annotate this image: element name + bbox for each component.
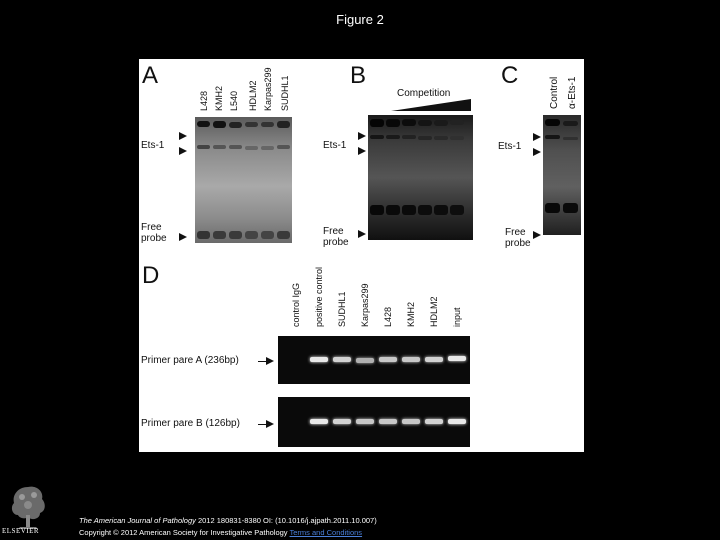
panel-b-ets-label: Ets-1	[323, 140, 347, 151]
panel-a-free-probe-label: probe	[141, 233, 167, 244]
panel-a-free-probe-label: Free	[141, 222, 162, 233]
panel-b-free-probe-label: Free	[323, 226, 344, 237]
arrow-right-icon	[358, 230, 366, 238]
panel-a-gel	[195, 117, 292, 243]
arrow-right-icon	[179, 233, 187, 241]
arrow-right-icon	[266, 357, 274, 365]
arrow-right-icon	[266, 420, 274, 428]
panel-d-lane-label: positive control	[314, 266, 324, 327]
panel-a-lane-label: KMH2	[214, 85, 224, 111]
elsevier-tree-logo	[6, 478, 50, 534]
panel-b-gel	[368, 115, 473, 240]
panel-c-letter: C	[501, 62, 519, 89]
panel-a-lane-label: L540	[229, 90, 239, 111]
slide-title: Figure 2	[336, 12, 384, 27]
arrow-right-icon	[179, 147, 187, 155]
citation-journal: The American Journal of Pathology	[79, 516, 196, 525]
terms-and-conditions-link[interactable]: Terms and Conditions	[289, 528, 363, 537]
panel-a-ets-label: Ets-1	[141, 140, 165, 151]
panel-a-lane-label: Karpas299	[263, 67, 273, 111]
panel-c-lane-label: α-Ets-1	[567, 76, 578, 109]
arrow-right-icon	[179, 132, 187, 140]
figure-2	[139, 59, 584, 452]
panel-a-lane-label: L428	[199, 90, 209, 111]
panel-a-letter: A	[142, 62, 159, 89]
primer-b-label: Primer pare B (126bp)	[141, 418, 240, 429]
panel-d-lane-label: SUDHL1	[337, 291, 347, 327]
panel-b-letter: B	[350, 62, 367, 89]
competition-wedge-icon	[391, 99, 471, 111]
panel-d-pcr-gel-a	[278, 336, 470, 384]
citation-details: 2012 180831-8380 OI: (10.1016/j.ajpath.2011.10.007)	[195, 516, 377, 525]
citation-copyright: Copyright © 2012 American Society for Investigative Pathology	[79, 528, 290, 537]
panel-c-lane-label: Control	[549, 76, 560, 109]
panel-c-free-probe-label: probe	[505, 238, 531, 249]
panel-d-lane-label: HDLM2	[429, 296, 439, 327]
citation-line-2	[79, 528, 362, 537]
panel-c-ets-label: Ets-1	[498, 141, 522, 152]
panel-d-lane-label: Karpas299	[360, 283, 370, 327]
panel-d-lane-label: L428	[383, 306, 393, 327]
arrow-right-icon	[358, 147, 366, 155]
panel-a-lane-label: SUDHL1	[280, 75, 290, 111]
panel-b-free-probe-label: probe	[323, 237, 349, 248]
primer-a-label: Primer pare A (236bp)	[141, 355, 239, 366]
panel-d-lane-label: input	[452, 307, 462, 327]
arrow-right-icon	[533, 231, 541, 239]
panel-d-lane-label: control IgG	[291, 282, 301, 327]
panel-a-lane-label: HDLM2	[248, 80, 258, 111]
arrow-right-icon	[533, 148, 541, 156]
panel-d-lane-label: KMH2	[406, 301, 416, 327]
arrow-right-icon	[533, 133, 541, 141]
panel-d-pcr-gel-b	[278, 397, 470, 447]
elsevier-wordmark: ELSEVIER	[2, 527, 40, 535]
panel-c-gel	[543, 115, 581, 235]
panel-d-letter: D	[142, 262, 160, 289]
panel-b-competition-label: Competition	[397, 88, 451, 99]
arrow-right-icon	[358, 132, 366, 140]
panel-c-free-probe-label: Free	[505, 227, 526, 238]
citation-line-1	[79, 516, 377, 525]
